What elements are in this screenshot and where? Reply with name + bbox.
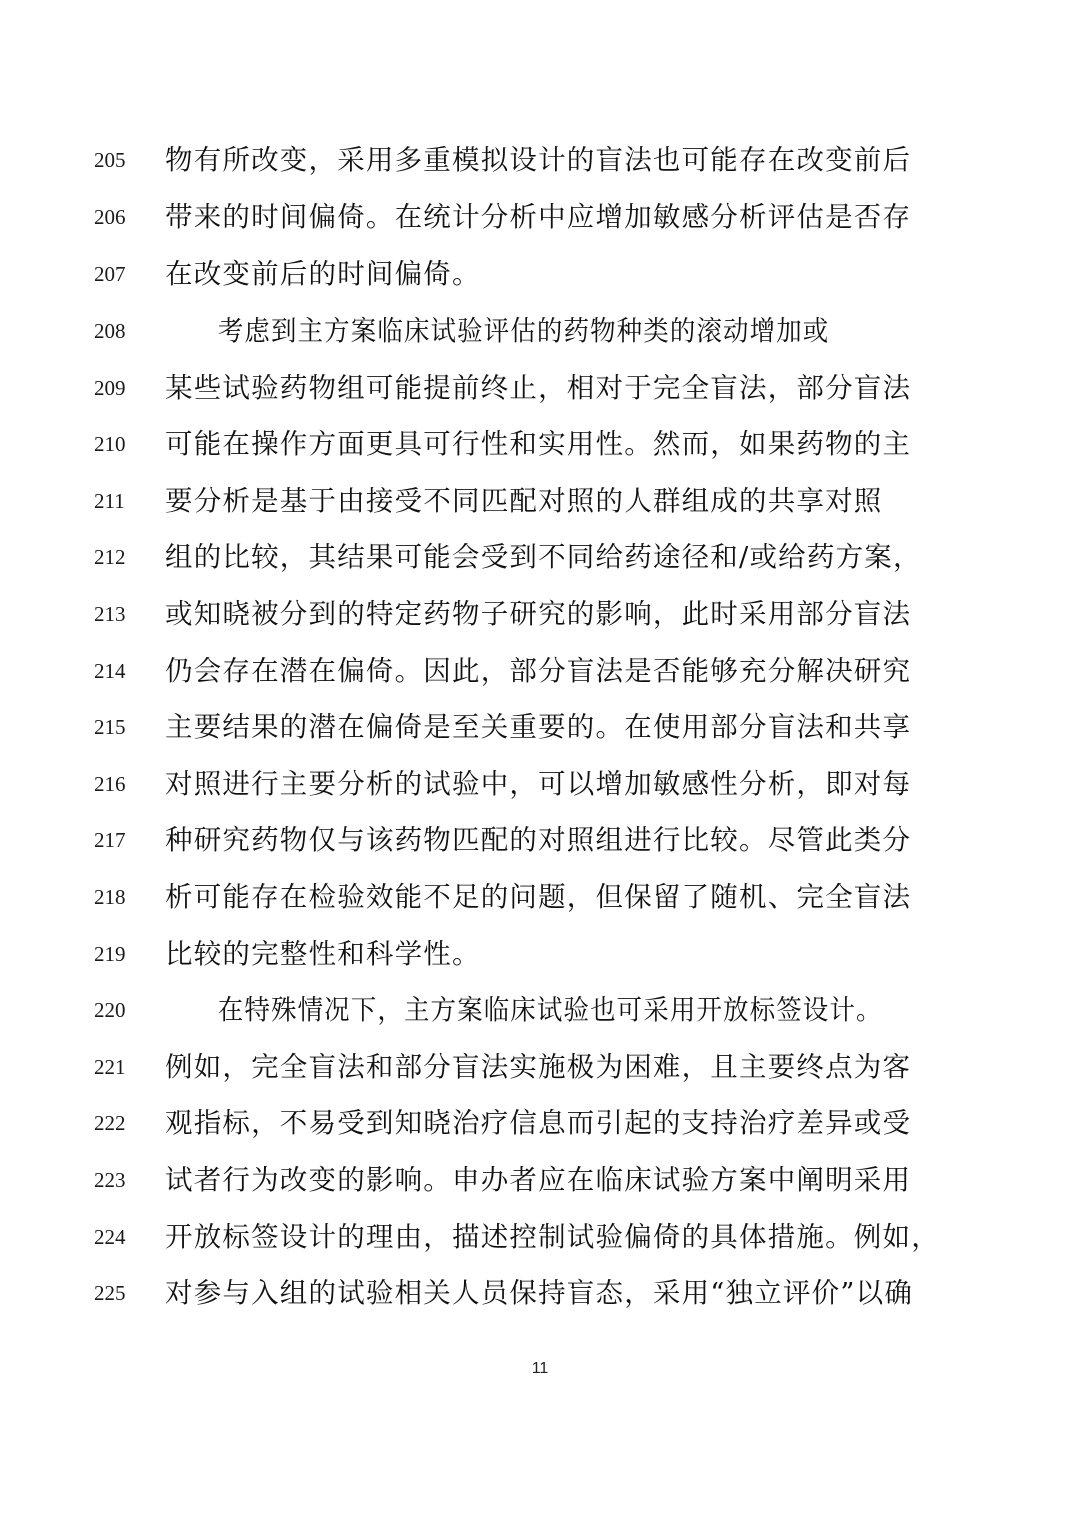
line-number: 214 — [94, 659, 126, 683]
paragraph-first-line: 在特殊情况下，主方案临床试验也可采用开放标签设计。 — [217, 994, 883, 1026]
line-number: 222 — [94, 1111, 126, 1135]
line-number: 224 — [94, 1225, 126, 1249]
line-number: 207 — [94, 262, 126, 286]
text-line — [0, 416, 1080, 472]
line-number: 221 — [94, 1055, 126, 1079]
line-text: 比较的完整性和科学性。 — [165, 938, 481, 970]
line-number: 210 — [94, 432, 126, 456]
text-line — [0, 926, 1080, 982]
line-text: 要分析是基于由接受不同匹配对照的人群组成的共享对照 — [165, 485, 883, 517]
line-text: 仍会存在潜在偏倚。因此，部分盲法是否能够充分解决研究 — [165, 655, 912, 687]
text-line — [0, 699, 1080, 755]
text-line — [0, 189, 1080, 245]
line-text: 试者行为改变的影响。申办者应在临床试验方案中阐明采用 — [165, 1164, 912, 1196]
text-line — [0, 1039, 1080, 1095]
line-text: 主要结果的潜在偏倚是至关重要的。在使用部分盲法和共享 — [165, 711, 912, 743]
line-number: 215 — [94, 715, 126, 739]
text-line — [0, 869, 1080, 925]
line-number: 212 — [94, 545, 126, 569]
line-number: 225 — [94, 1281, 126, 1305]
text-line — [0, 1265, 1080, 1321]
text-line — [0, 812, 1080, 868]
text-line — [0, 473, 1080, 529]
line-text: 组的比较，其结果可能会受到不同给药途径和/或给药方案， — [165, 541, 922, 573]
text-line — [0, 303, 1080, 359]
line-number: 219 — [94, 942, 126, 966]
paragraph-first-line: 考虑到主方案临床试验评估的药物种类的滚动增加或 — [217, 315, 830, 347]
line-number: 213 — [94, 602, 126, 626]
line-number: 206 — [94, 205, 126, 229]
line-number: 209 — [94, 376, 126, 400]
text-line — [0, 586, 1080, 642]
text-line — [0, 360, 1080, 416]
page-number: 11 — [531, 1360, 549, 1377]
line-number: 218 — [94, 885, 126, 909]
text-line — [0, 643, 1080, 699]
text-line — [0, 1095, 1080, 1151]
line-text: 可能在操作方面更具可行性和实用性。然而，如果药物的主 — [165, 428, 912, 460]
line-text: 对照进行主要分析的试验中，可以增加敏感性分析，即对每 — [165, 768, 912, 800]
line-number: 217 — [94, 828, 126, 852]
line-number: 216 — [94, 772, 126, 796]
line-text: 对参与入组的试验相关人员保持盲态，采用“独立评价”以确 — [165, 1277, 914, 1309]
line-text: 开放标签设计的理由，描述控制试验偏倚的具体措施。例如， — [165, 1221, 940, 1253]
line-number: 223 — [94, 1168, 126, 1192]
line-number: 211 — [94, 489, 125, 513]
line-text: 带来的时间偏倚。在统计分析中应增加敏感分析评估是否存 — [165, 201, 912, 233]
line-text: 或知晓被分到的特定药物子研究的影响，此时采用部分盲法 — [165, 598, 912, 630]
line-text: 某些试验药物组可能提前终止，相对于完全盲法，部分盲法 — [165, 372, 912, 404]
text-line — [0, 756, 1080, 812]
line-number: 220 — [94, 998, 126, 1022]
line-number: 205 — [94, 148, 126, 172]
line-text: 观指标，不易受到知晓治疗信息而引起的支持治疗差异或受 — [165, 1107, 912, 1139]
text-line — [0, 982, 1080, 1038]
text-line — [0, 529, 1080, 585]
line-number: 208 — [94, 319, 126, 343]
text-line — [0, 1152, 1080, 1208]
text-line — [0, 1209, 1080, 1265]
line-text: 析可能存在检验效能不足的问题，但保留了随机、完全盲法 — [165, 881, 912, 913]
line-text: 物有所改变，采用多重模拟设计的盲法也可能存在改变前后 — [165, 144, 912, 176]
text-line — [0, 246, 1080, 302]
line-text: 在改变前后的时间偏倚。 — [165, 258, 481, 290]
line-text: 例如，完全盲法和部分盲法实施极为困难，且主要终点为客 — [165, 1051, 912, 1083]
text-line — [0, 132, 1080, 188]
line-text: 种研究药物仅与该药物匹配的对照组进行比较。尽管此类分 — [165, 824, 912, 856]
